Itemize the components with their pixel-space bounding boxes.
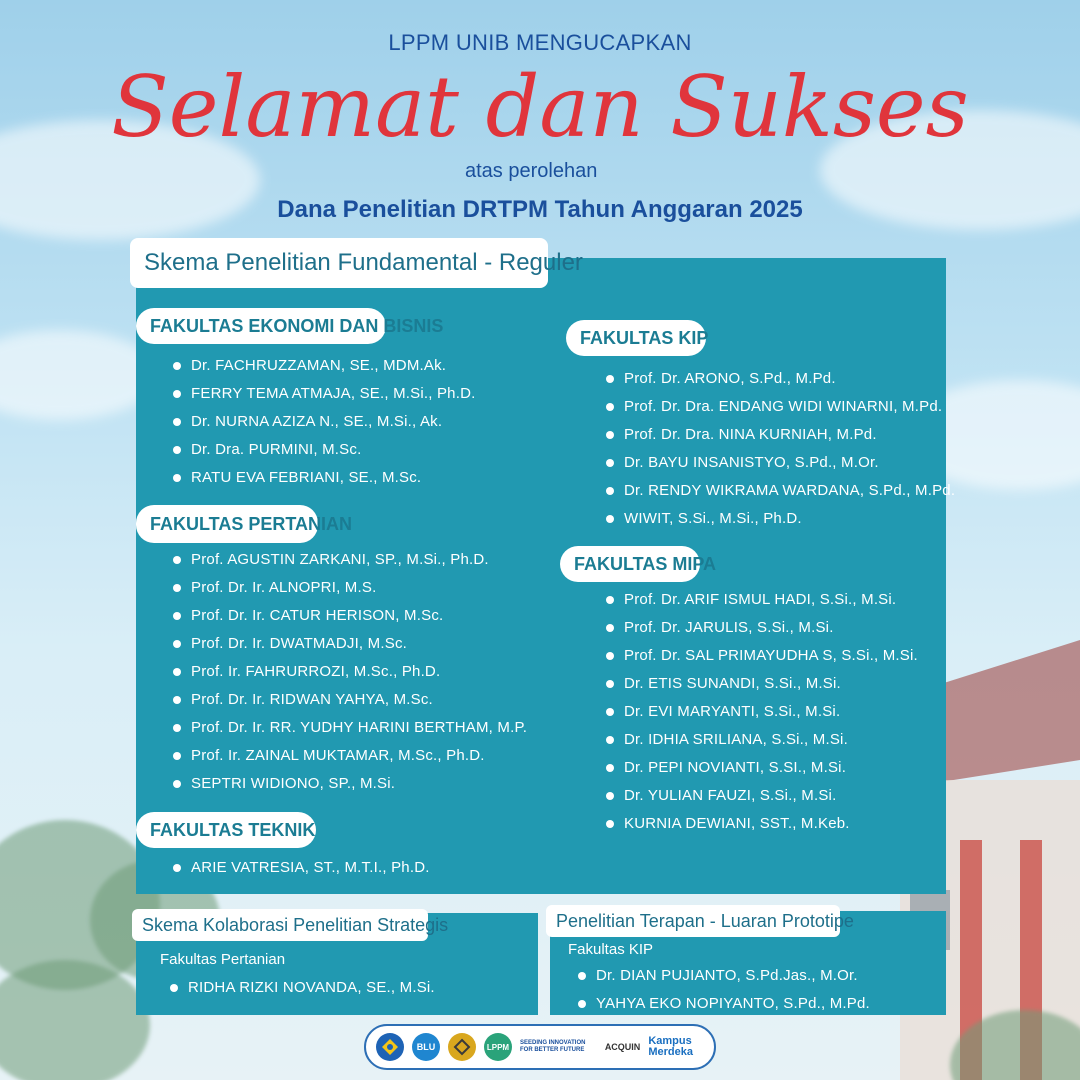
list-item: Dr. Dra. PURMINI, M.Sc.: [173, 436, 476, 464]
list-item: RIDHA RIZKI NOVANDA, SE., M.Si.: [170, 974, 435, 1002]
kemdikbud-logo-icon: [376, 1033, 404, 1061]
list-item: Prof. Dr. Ir. RIDWAN YAHYA, M.Sc.: [173, 686, 527, 714]
lppm-logo-icon: LPPM: [484, 1033, 512, 1061]
list-item: ARIE VATRESIA, ST., M.T.I., Ph.D.: [173, 854, 430, 882]
list-item: KURNIA DEWIANI, SST., M.Keb.: [606, 810, 918, 838]
list-item: YAHYA EKO NOPIYANTO, S.Pd., M.Pd.: [578, 990, 870, 1018]
partner-logo-bar: [364, 1024, 716, 1070]
list-item: SEPTRI WIDIONO, SP., M.Si.: [173, 770, 527, 798]
list-item: Dr. BAYU INSANISTYO, S.Pd., M.Or.: [606, 449, 955, 477]
terapan-faculty: Fakultas KIP: [568, 941, 654, 958]
list-item: FERRY TEMA ATMAJA, SE., M.Si., Ph.D.: [173, 380, 476, 408]
faculty-feb-title: FAKULTAS EKONOMI DAN BISNIS: [136, 308, 386, 344]
acquin-logo: ACQUIN: [604, 1041, 641, 1052]
list-item: Prof. Dr. ARONO, S.Pd., M.Pd.: [606, 365, 955, 393]
kolaborasi-faculty: Fakultas Pertanian: [160, 951, 286, 968]
faculty-pertanian-list: [173, 546, 527, 798]
list-item: Prof. Dr. JARULIS, S.Si., M.Si.: [606, 614, 918, 642]
list-item: Dr. RENDY WIKRAMA WARDANA, S.Pd., M.Pd.: [606, 477, 955, 505]
faculty-teknik-title: FAKULTAS TEKNIK: [136, 812, 316, 848]
header-greeting: LPPM UNIB MENGUCAPKAN: [388, 30, 692, 55]
list-item: Dr. NURNA AZIZA N., SE., M.Si., Ak.: [173, 408, 476, 436]
list-item: Prof. Dr. Ir. ALNOPRI, M.S.: [173, 574, 527, 602]
header-script-title: Selamat dan Sukses: [111, 58, 969, 156]
faculty-mipa-title: FAKULTAS MIPA: [560, 546, 700, 582]
faculty-feb-list: [173, 352, 476, 492]
list-item: Prof. Dr. Dra. ENDANG WIDI WINARNI, M.Pd.: [606, 393, 955, 421]
list-item: Prof. Dr. Dra. NINA KURNIAH, M.Pd.: [606, 421, 955, 449]
list-item: Dr. FACHRUZZAMAN, SE., MDM.Ak.: [173, 352, 476, 380]
faculty-kip-title: FAKULTAS KIP: [566, 320, 706, 356]
list-item: Prof. Dr. Ir. RR. YUDHY HARINI BERTHAM, M.P.: [173, 714, 527, 742]
tree: [0, 960, 150, 1080]
lppm-tagline: SEEDING INNOVATION FOR BETTER FUTURE: [520, 1040, 586, 1053]
list-item: Prof. Dr. SAL PRIMAYUDHA S, S.Si., M.Si.: [606, 642, 918, 670]
kolaborasi-list: [170, 974, 435, 1002]
list-item: Dr. EVI MARYANTI, S.Si., M.Si.: [606, 698, 918, 726]
header-subtitle: atas perolehan: [465, 160, 598, 182]
terapan-list: [578, 962, 870, 1018]
terapan-scheme-title: Penelitian Terapan - Luaran Prototipe: [546, 905, 840, 937]
list-item: Prof. Ir. ZAINAL MUKTAMAR, M.Sc., Ph.D.: [173, 742, 527, 770]
list-item: Prof. Dr. ARIF ISMUL HADI, S.Si., M.Si.: [606, 586, 918, 614]
list-item: Dr. ETIS SUNANDI, S.Si., M.Si.: [606, 670, 918, 698]
faculty-teknik-list: [173, 854, 430, 882]
kolaborasi-scheme-title: Skema Kolaborasi Penelitian Strategis: [132, 909, 428, 941]
list-item: WIWIT, S.Si., M.Si., Ph.D.: [606, 505, 955, 533]
faculty-mipa-list: [606, 586, 918, 838]
list-item: Dr. YULIAN FAUZI, S.Si., M.Si.: [606, 782, 918, 810]
list-item: Prof. Dr. Ir. CATUR HERISON, M.Sc.: [173, 602, 527, 630]
list-item: Dr. PEPI NOVIANTI, S.SI., M.Si.: [606, 754, 918, 782]
faculty-kip-list: [606, 365, 955, 533]
fundamental-scheme-title: Skema Penelitian Fundamental - Reguler: [130, 238, 548, 288]
blu-logo-icon: BLU: [412, 1033, 440, 1061]
kampus-merdeka-logo: Kampus Merdeka: [648, 1035, 693, 1058]
list-item: Prof. AGUSTIN ZARKANI, SP., M.Si., Ph.D.: [173, 546, 527, 574]
list-item: Dr. IDHIA SRILIANA, S.Si., M.Si.: [606, 726, 918, 754]
list-item: Dr. DIAN PUJIANTO, S.Pd.Jas., M.Or.: [578, 962, 870, 990]
list-item: Prof. Dr. Ir. DWATMADJI, M.Sc.: [173, 630, 527, 658]
unib-logo-icon: [448, 1033, 476, 1061]
header-funding-title: Dana Penelitian DRTPM Tahun Anggaran 2025: [277, 196, 803, 223]
list-item: RATU EVA FEBRIANI, SE., M.Sc.: [173, 464, 476, 492]
list-item: Prof. Ir. FAHRURROZI, M.Sc., Ph.D.: [173, 658, 527, 686]
faculty-pertanian-title: FAKULTAS PERTANIAN: [136, 505, 318, 543]
